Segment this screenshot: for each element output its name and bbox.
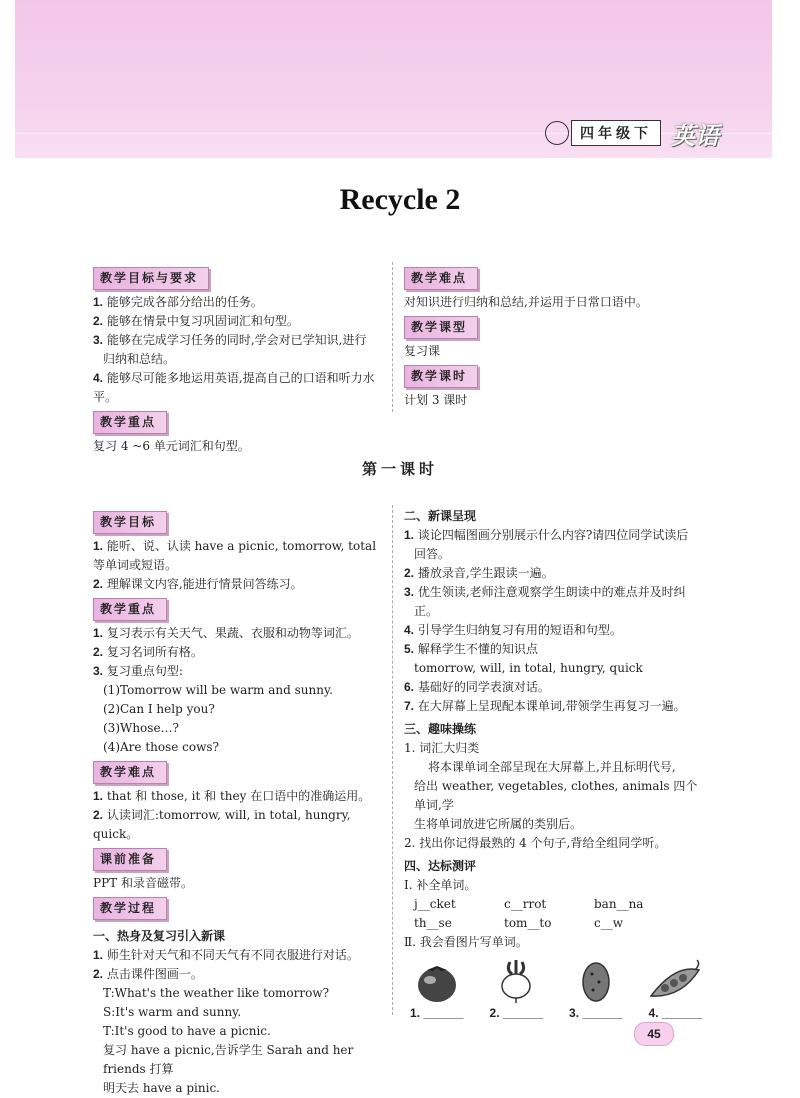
sentences-list [93, 681, 391, 757]
list-item [404, 602, 704, 621]
subject-label: 英语 [671, 120, 719, 150]
item-number: 3. [404, 585, 415, 599]
list-item [93, 806, 391, 844]
item-text: 优生领读,老师注意观察学生朗读中的难点并及时纠 [417, 585, 686, 599]
item-text: 能听、说、认读 have a picnic, tomorrow, total 等单词或短语。 [93, 539, 377, 572]
item-text: 点击课件图画一。 [106, 967, 203, 981]
keys-list [93, 624, 391, 681]
picture-item [408, 958, 466, 1023]
goals-list [93, 537, 391, 594]
picture-label: 1. ______ [410, 1006, 464, 1020]
top-right-column [404, 263, 704, 410]
item-text: 在大屏幕上呈现配本课单词,带领学生再复习一遍。 [417, 699, 686, 713]
item-text: 谈论四幅图画分别展示什么内容?请四位同学试读后 [417, 528, 689, 542]
item-text: 回答。 [414, 547, 451, 561]
lesson-title: 第一课时 [361, 460, 438, 478]
item-text: 能够尽可能多地运用英语,提高自己的口语和听力水平。 [93, 371, 375, 404]
item-text: 复习名词所有格。 [106, 645, 203, 659]
picture-item [567, 958, 625, 1023]
section-tag-type: 教学课型 [404, 316, 478, 339]
prep-text: PPT 和录音磁带。 [93, 876, 193, 890]
dialog-list [93, 984, 391, 1041]
step1-title: 一、热身及复习引入新课 [93, 929, 226, 943]
bottom-right-column [404, 507, 704, 1023]
radish-icon [492, 958, 540, 1004]
item-number: 1. [93, 626, 104, 640]
item-text: 复习重点句型: [106, 664, 183, 678]
text-line: (3)Whose…? [103, 721, 179, 735]
step3-item1: 1. 词汇大归类 [404, 741, 480, 755]
item-text: 播放录音,学生跟读一遍。 [417, 566, 554, 580]
item-text: 基础好的同学表演对话。 [417, 680, 550, 694]
text-line: (1)Tomorrow will be warm and sunny. [103, 683, 333, 697]
text-line: 给出 weather, vegetables, clothes, animals 四个单词,学 [414, 779, 698, 812]
item-text: 师生针对天气和不同天气有不同衣服进行对话。 [106, 948, 359, 962]
question-1: Ⅰ. 补全单词。 [404, 878, 477, 892]
section-tag-hours: 教学课时 [404, 365, 478, 388]
item-text: 能够在情景中复习巩固词汇和句型。 [106, 314, 299, 328]
step3-title: 三、趣味操练 [404, 722, 477, 736]
objectives-list [93, 293, 391, 407]
item-text: that 和 those, it 和 they 在口语中的准确运用。 [106, 789, 371, 803]
list-item [404, 621, 704, 640]
item-text: 归纳和总结。 [103, 352, 176, 366]
diffs-list [93, 787, 391, 844]
picture-label: 2. ______ [489, 1006, 543, 1020]
item-text: 理解课文内容,能进行情景问答练习。 [106, 577, 303, 591]
key-text: 复习 4 ~6 单元词汇和句型。 [93, 439, 250, 453]
item-number: 2. [93, 808, 104, 822]
potato-icon [572, 958, 620, 1004]
section-tag-key: 教学重点 [93, 411, 167, 434]
text-line: (4)Are those cows? [103, 740, 219, 754]
item-number: 4. [93, 371, 104, 385]
section-tag-prep: 课前准备 [93, 848, 167, 871]
list-item [93, 575, 391, 594]
step3-paragraph [404, 758, 704, 834]
text-line: 将本课单词全部呈现在大屏幕上,并且标明代号, [428, 760, 676, 774]
section-tag-objectives: 教学目标与要求 [93, 267, 209, 290]
picture-row [404, 958, 704, 1023]
item-number: 1. [93, 948, 104, 962]
item-number: 1. [93, 295, 104, 309]
word-blank: c__rrot [504, 897, 547, 911]
list-item [404, 526, 704, 545]
list-item [404, 545, 704, 564]
word-blank: ban__na [594, 897, 644, 911]
hours-text: 计划 3 课时 [404, 393, 468, 407]
grade-badge [545, 120, 719, 150]
grade-label: 四年级下 [571, 120, 661, 146]
top-left-column [93, 263, 391, 456]
peas-icon [647, 958, 703, 1004]
question-2: Ⅱ. 我会看图片写单词。 [404, 935, 528, 949]
type-text: 复习课 [404, 344, 441, 358]
list-item [93, 293, 391, 312]
list-item [93, 331, 391, 350]
list-item [93, 350, 391, 369]
item-text: 认读词汇:tomorrow, will, in total, hungry, quick。 [93, 808, 351, 841]
list-item [93, 946, 391, 965]
step3-item2: 2. 找出你记得最熟的 4 个句子,背给全组同学听。 [404, 836, 667, 850]
step4-title: 四、达标测评 [404, 859, 477, 873]
section-tag-key2: 教学重点 [93, 598, 167, 621]
word-row-2 [404, 914, 704, 933]
list-item [93, 965, 391, 984]
text-line: S:It's warm and sunny. [103, 1005, 242, 1019]
item-number: 3. [93, 333, 104, 347]
item-number: 1. [93, 539, 104, 553]
difficulty-text: 对知识进行归纳和总结,并运用于日常口语中。 [404, 295, 648, 309]
word-blank: c__w [594, 916, 623, 930]
tomato-icon [413, 958, 461, 1004]
word-blank: tom__to [504, 916, 552, 930]
list-item [93, 537, 391, 575]
picture-label: 4. ______ [648, 1006, 702, 1020]
item-number: 1. [404, 528, 415, 542]
item-number: 2. [93, 967, 104, 981]
item-number: 7. [404, 699, 415, 713]
list-item [404, 678, 704, 697]
column-divider [392, 262, 393, 412]
item-text: 正。 [414, 604, 439, 618]
word-blank: j__cket [414, 897, 456, 911]
picture-item [488, 958, 546, 1023]
item-number: 4. [404, 623, 415, 637]
item-number: 1. [93, 789, 104, 803]
list-item [93, 369, 391, 407]
section-tag-goal: 教学目标 [93, 511, 167, 534]
picture-item [647, 958, 705, 1023]
word-blank: th__se [414, 916, 452, 930]
list-item [93, 312, 391, 331]
bottom-left-column [93, 507, 391, 1098]
word-row-1 [404, 895, 704, 914]
list-item [93, 787, 391, 806]
item-number: 2. [404, 566, 415, 580]
picture-label: 3. ______ [569, 1006, 623, 1020]
item-number: 2. [93, 577, 104, 591]
text-line: 明天去 have a pinic. [103, 1081, 220, 1095]
item-number: 3. [93, 664, 104, 678]
column-divider-2 [392, 505, 393, 1015]
item-text: 复习表示有关天气、果蔬、衣服和动物等词汇。 [106, 626, 359, 640]
text-line: 生将单词放进它所属的类别后。 [414, 817, 583, 831]
circle-ornament-icon [545, 121, 569, 145]
list-item [93, 624, 391, 643]
list-item [404, 659, 704, 678]
page-number: 45 [634, 1022, 674, 1046]
list-item [404, 640, 704, 659]
step2-title: 二、新课呈现 [404, 509, 477, 523]
section-tag-difficulty: 教学难点 [404, 267, 478, 290]
item-text: 能够在完成学习任务的同时,学会对已学知识,进行 [106, 333, 367, 347]
list-item [404, 697, 704, 716]
item-text: 解释学生不懂的知识点 [417, 642, 538, 656]
list-item [404, 564, 704, 583]
item-text: 能够完成各部分给出的任务。 [106, 295, 263, 309]
text-line: T:It's good to have a picnic. [103, 1024, 271, 1038]
step1-paragraph [93, 1041, 391, 1098]
item-text: tomorrow, will, in total, hungry, quick [414, 661, 643, 675]
step2-list [404, 526, 704, 716]
list-item [93, 643, 391, 662]
item-number: 2. [93, 645, 104, 659]
list-item [93, 662, 391, 681]
item-number: 5. [404, 642, 415, 656]
section-tag-diff2: 教学难点 [93, 761, 167, 784]
text-line: 复习 have a picnic,告诉学生 Sarah and her friends 打算 [103, 1043, 354, 1076]
item-text: 引导学生归纳复习有用的短语和句型。 [417, 623, 622, 637]
text-line: (2)Can I help you? [103, 702, 215, 716]
text-line: T:What's the weather like tomorrow? [103, 986, 330, 1000]
item-number: 2. [93, 314, 104, 328]
page-title: Recycle 2 [339, 183, 461, 216]
item-number: 6. [404, 680, 415, 694]
step1-list [93, 946, 391, 984]
section-tag-process: 教学过程 [93, 897, 167, 920]
list-item [404, 583, 704, 602]
